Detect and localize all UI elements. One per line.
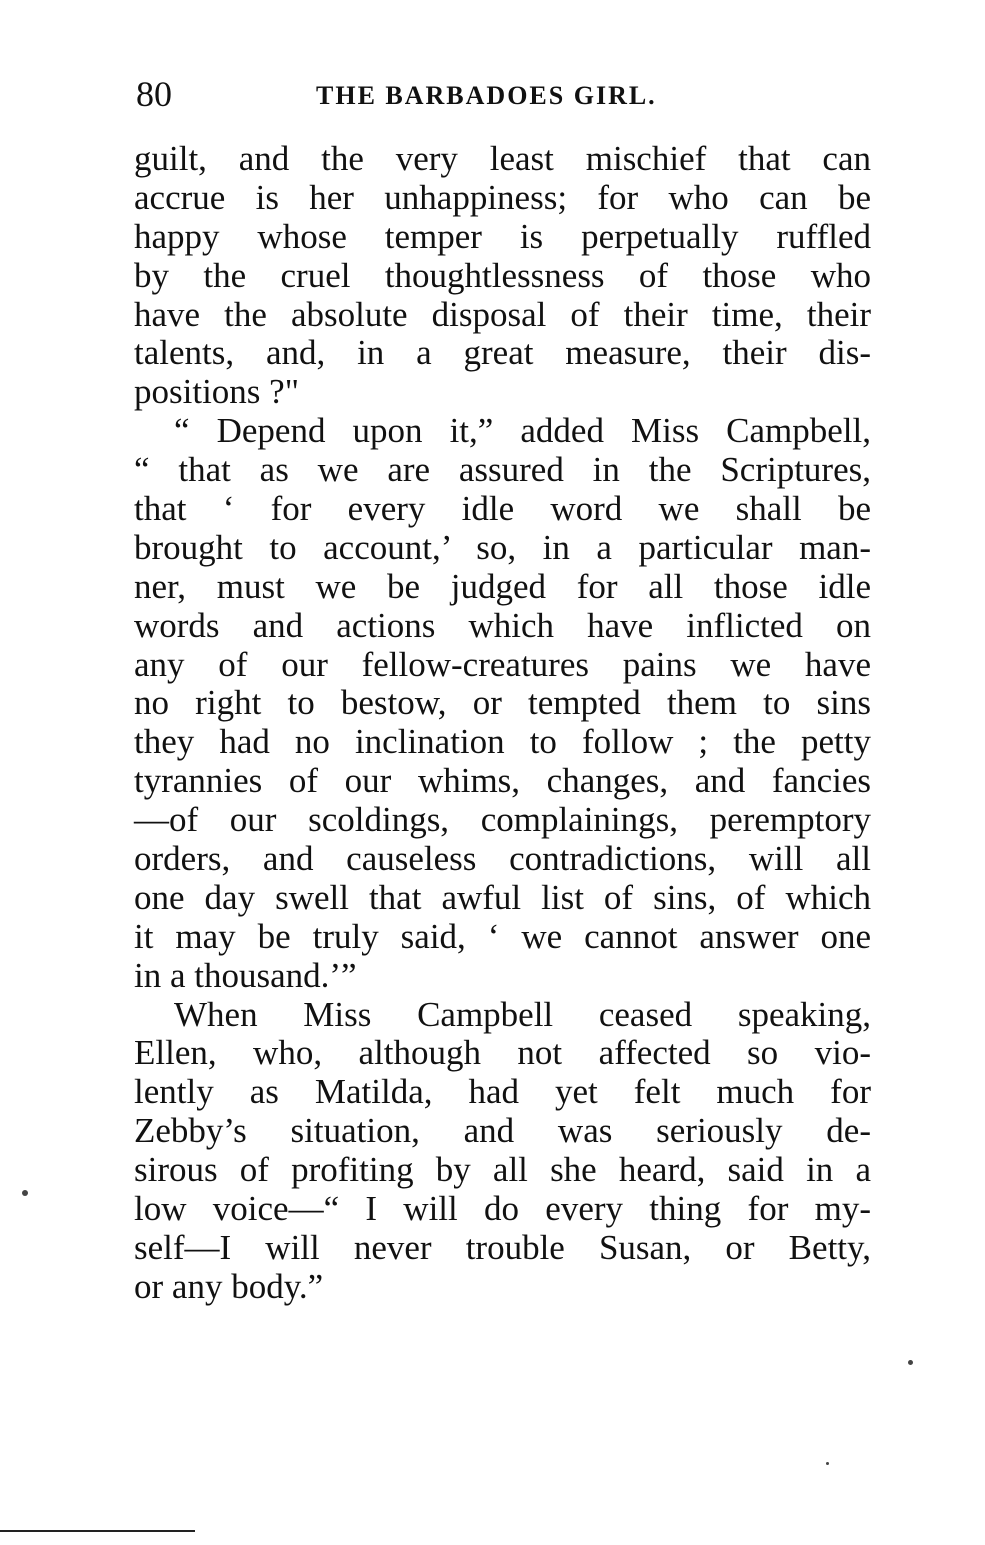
text-line: tyrannies of our whims, changes, and fancies <box>134 761 871 801</box>
text-line: words and actions which have inflicted on <box>134 605 871 645</box>
text-line: positions ?" <box>134 372 299 412</box>
body-text <box>134 140 871 1307</box>
running-title: THE BARBADOES GIRL. <box>316 81 657 110</box>
text-line: low voice—“ I will do every thing for my- <box>134 1189 871 1229</box>
margin-speck <box>22 1190 28 1196</box>
text-line: —of our scoldings, complainings, peremptory <box>134 800 871 840</box>
text-line: “ that as we are assured in the Scriptures, <box>134 450 871 490</box>
text-line: orders, and causeless contradictions, will all <box>134 839 871 879</box>
running-head <box>136 72 871 116</box>
text-line: guilt, and the very least mischief that can <box>134 139 871 178</box>
text-line: When Miss Campbell ceased speaking, <box>174 994 871 1034</box>
text-line: self—I will never trouble Susan, or Betty, <box>134 1227 871 1267</box>
text-line: have the absolute disposal of their time, their <box>134 294 871 334</box>
text-line: brought to account,’ so, in a particular man- <box>134 527 871 567</box>
text-line: accrue is her unhappiness; for who can be <box>134 177 871 217</box>
text-line: lently as Matilda, had yet felt much for <box>134 1072 871 1112</box>
text-line: sirous of profiting by all she heard, said in a <box>134 1150 871 1190</box>
text-line: by the cruel thoughtlessness of those who <box>134 255 871 295</box>
text-line: ner, must we be judged for all those idle <box>134 566 871 606</box>
margin-speck <box>908 1360 913 1365</box>
text-line: in a thousand.’” <box>134 955 357 995</box>
bottom-rule <box>0 1530 195 1532</box>
page-number: 80 <box>136 74 172 114</box>
text-line: they had no inclination to follow ; the petty <box>134 722 871 762</box>
text-line: “ Depend upon it,” added Miss Campbell, <box>174 411 871 451</box>
text-line: that ‘ for every idle word we shall be <box>134 489 871 529</box>
text-line: no right to bestow, or tempted them to sins <box>134 683 871 723</box>
text-line: happy whose temper is perpetually ruffled <box>134 216 871 256</box>
margin-speck <box>826 1462 829 1465</box>
text-line: Ellen, who, although not affected so vio- <box>134 1033 871 1073</box>
text-line: one day swell that awful list of sins, of which <box>134 877 871 917</box>
text-line: or any body.” <box>134 1266 324 1306</box>
text-line: talents, and, in a great measure, their dis- <box>134 333 871 373</box>
text-line: Zebby’s situation, and was seriously de- <box>134 1111 871 1151</box>
text-line: it may be truly said, ‘ we cannot answer one <box>134 916 871 956</box>
text-line: any of our fellow-creatures pains we have <box>134 644 871 684</box>
